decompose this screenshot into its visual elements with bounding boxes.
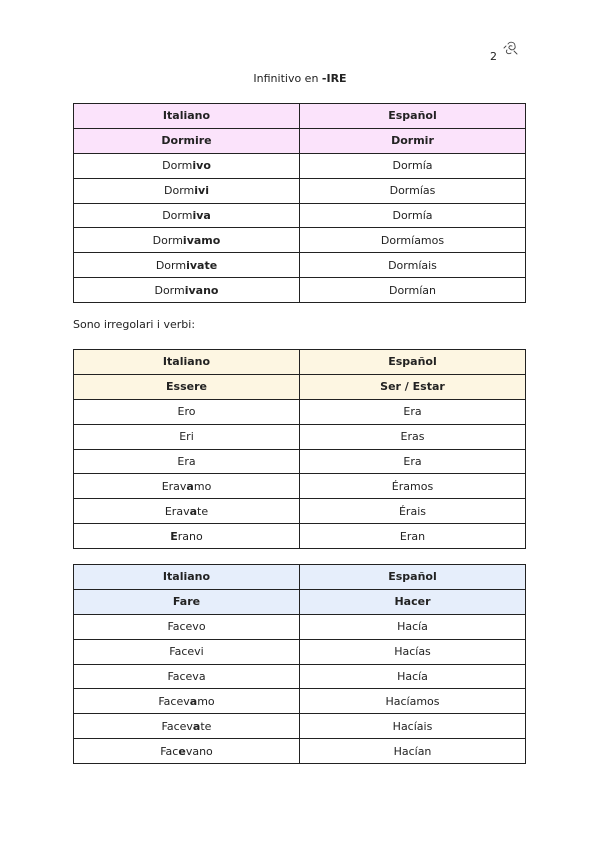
table-row bbox=[74, 664, 526, 689]
italian-form bbox=[74, 424, 300, 449]
spanish-form: Hacían bbox=[300, 739, 526, 764]
italian-form bbox=[74, 639, 300, 664]
form-part: Ero bbox=[177, 405, 196, 419]
italian-form bbox=[74, 203, 300, 228]
infinitive-row bbox=[74, 589, 526, 614]
conjugation-table-fare bbox=[73, 564, 526, 764]
spanish-form: Dormías bbox=[300, 178, 526, 203]
form-part: Facevo bbox=[167, 620, 206, 634]
stem: Dorm bbox=[155, 258, 187, 272]
table-row bbox=[74, 424, 526, 449]
spanish-form: Hacía bbox=[300, 614, 526, 639]
form-part-bold: a bbox=[192, 719, 201, 733]
ending: ivi bbox=[194, 184, 209, 198]
header-cell-italiano: Italiano bbox=[74, 104, 300, 129]
spanish-form: Dormíais bbox=[300, 253, 526, 278]
infinitive-espanol: Dormir bbox=[300, 128, 526, 153]
form-part: mo bbox=[197, 694, 215, 708]
table-row bbox=[74, 253, 526, 278]
italian-form bbox=[74, 664, 300, 689]
header-cell-espanol: Español bbox=[300, 350, 526, 375]
form-part-bold: a bbox=[189, 694, 198, 708]
table-header-row bbox=[74, 104, 526, 129]
infinitive-italiano: Fare bbox=[74, 589, 300, 614]
italian-form bbox=[74, 524, 300, 549]
conjugation-table-essere bbox=[73, 349, 526, 549]
form-part-bold: e bbox=[178, 744, 186, 758]
spanish-form: Dormía bbox=[300, 203, 526, 228]
infinitive-italiano: Essere bbox=[74, 374, 300, 399]
header-cell-espanol: Español bbox=[300, 565, 526, 590]
spanish-form: Dormían bbox=[300, 278, 526, 303]
table-row bbox=[74, 153, 526, 178]
infinitive-espanol: Ser / Estar bbox=[300, 374, 526, 399]
table-row bbox=[74, 614, 526, 639]
ending: ivamo bbox=[182, 233, 221, 247]
table-row bbox=[74, 524, 526, 549]
header-cell-italiano: Italiano bbox=[74, 350, 300, 375]
table-row bbox=[74, 278, 526, 303]
italian-form bbox=[74, 714, 300, 739]
form-part: Facevi bbox=[169, 645, 204, 659]
italian-form bbox=[74, 614, 300, 639]
table-row bbox=[74, 739, 526, 764]
table-row bbox=[74, 399, 526, 424]
table-header-row bbox=[74, 350, 526, 375]
form-part: Faceva bbox=[167, 670, 206, 683]
italian-form bbox=[74, 253, 300, 278]
spanish-form: Érais bbox=[300, 499, 526, 524]
spanish-form: Era bbox=[300, 449, 526, 474]
infinitive-espanol: Hacer bbox=[300, 589, 526, 614]
form-part: Fac bbox=[160, 744, 179, 758]
page-title bbox=[0, 72, 600, 85]
table-row bbox=[74, 689, 526, 714]
table-row bbox=[74, 228, 526, 253]
spanish-form: Hacía bbox=[300, 664, 526, 689]
page-number: 2 bbox=[490, 50, 497, 63]
form-part-bold: a bbox=[189, 504, 198, 518]
stem: Dorm bbox=[164, 184, 195, 198]
spanish-form: Dormíamos bbox=[300, 228, 526, 253]
table-row bbox=[74, 449, 526, 474]
table-row bbox=[74, 714, 526, 739]
spanish-form: Eras bbox=[300, 424, 526, 449]
italian-form bbox=[74, 689, 300, 714]
stem: Dorm bbox=[152, 233, 183, 247]
header-cell-espanol: Español bbox=[300, 104, 526, 129]
infinitive-row bbox=[74, 374, 526, 399]
italian-form bbox=[74, 474, 300, 499]
form-part: rano bbox=[177, 529, 203, 543]
form-part: Facev bbox=[161, 719, 193, 733]
italian-form bbox=[74, 449, 300, 474]
ending: ivo bbox=[192, 159, 211, 173]
stem: Dorm bbox=[162, 209, 193, 222]
title-suffix: -IRE bbox=[321, 72, 347, 85]
stem: Dorm bbox=[162, 159, 193, 173]
conjugation-table-dormire bbox=[73, 103, 526, 303]
table-row bbox=[74, 203, 526, 228]
spanish-form: Dormía bbox=[300, 153, 526, 178]
italian-form bbox=[74, 153, 300, 178]
italian-form bbox=[74, 399, 300, 424]
irregular-verbs-note: Sono irregolari i verbi: bbox=[73, 318, 196, 331]
form-part: Facev bbox=[158, 694, 190, 708]
italian-form bbox=[74, 499, 300, 524]
hand-drawn-doodle-icon bbox=[502, 40, 520, 58]
spanish-form: Eran bbox=[300, 524, 526, 549]
spanish-form: Hacíais bbox=[300, 714, 526, 739]
form-part-bold: E bbox=[170, 529, 178, 543]
italian-form bbox=[74, 278, 300, 303]
italian-form bbox=[74, 228, 300, 253]
ending: ivate bbox=[186, 258, 218, 272]
spanish-form: Éramos bbox=[300, 474, 526, 499]
title-prefix: Infinitivo en bbox=[253, 72, 322, 85]
table-row bbox=[74, 639, 526, 664]
form-part: Erav bbox=[161, 479, 187, 493]
form-part: mo bbox=[193, 479, 212, 493]
spanish-form: Hacías bbox=[300, 639, 526, 664]
form-part: Erav bbox=[164, 504, 190, 518]
infinitive-italiano: Dormire bbox=[74, 128, 300, 153]
infinitive-row bbox=[74, 128, 526, 153]
form-part: te bbox=[200, 719, 212, 733]
ending: ivano bbox=[184, 283, 219, 297]
italian-form bbox=[74, 178, 300, 203]
form-part: te bbox=[197, 504, 209, 518]
form-part-bold: a bbox=[186, 479, 194, 493]
table-row bbox=[74, 178, 526, 203]
form-part: vano bbox=[185, 744, 213, 758]
stem: Dorm bbox=[154, 283, 185, 297]
form-part: Era bbox=[177, 455, 196, 468]
header-cell-italiano: Italiano bbox=[74, 565, 300, 590]
table-row bbox=[74, 499, 526, 524]
table-header-row bbox=[74, 565, 526, 590]
italian-form bbox=[74, 739, 300, 764]
ending: iva bbox=[192, 209, 211, 222]
spanish-form: Era bbox=[300, 399, 526, 424]
table-row bbox=[74, 474, 526, 499]
spanish-form: Hacíamos bbox=[300, 689, 526, 714]
form-part: Eri bbox=[179, 430, 194, 444]
